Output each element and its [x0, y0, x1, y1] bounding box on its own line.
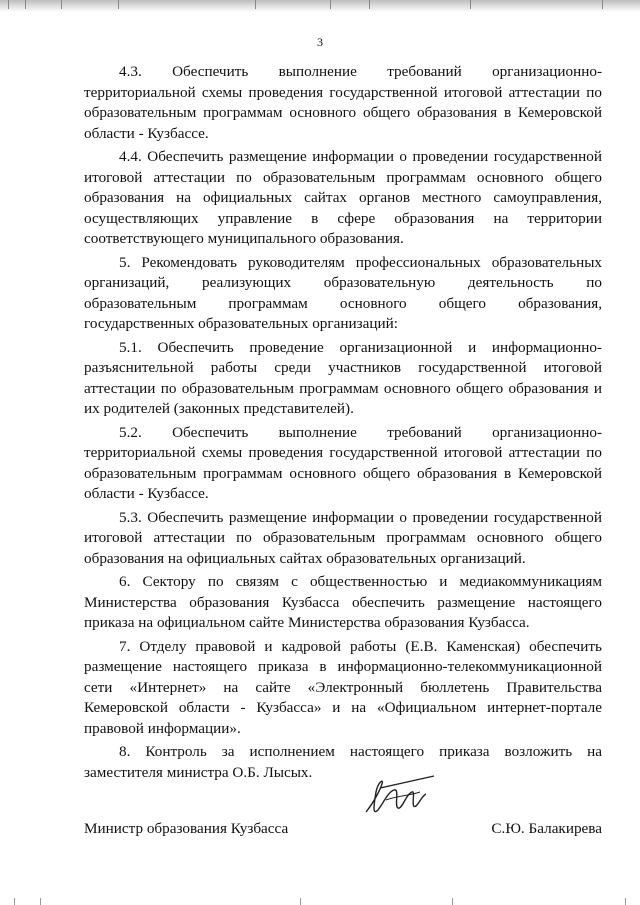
paragraph-4-3: 4.3. Обеспечить выполнение требований организационно-территориальной схемы проведения государственной итоговой аттестации по образовательным программам основного общего образования в Кемеровской области - Кузбассе. — [84, 63, 602, 142]
paragraph-6: 6. Сектору по связям с общественностью и медиакоммуникациям Министерства образования Кузбасса обеспечить размещение настоящего приказа на официальном сайте Министерства образования Кузбасса. — [84, 573, 602, 631]
scan-edge-bottom — [0, 897, 640, 905]
paragraph-8: 8. Контроль за исполнением настоящего приказа возложить на заместителя министра О.Б. Лысых. — [84, 743, 602, 781]
signatory-position: Министр образования Кузбасса — [84, 820, 289, 837]
paragraph-5-1: 5.1. Обеспечить проведение организационной и информационно-разъяснительной работы среди участников государственной итоговой аттестации по образовательным программам основного общего образования и их родителей (законных представителей). — [84, 338, 602, 417]
signatory-name: С.Ю. Балакирева — [491, 820, 602, 837]
scan-edge-top — [0, 0, 640, 12]
paragraph-7: 7. Отделу правовой и кадровой работы (Е.В. Каменская) обеспечить размещение настоящего приказа в информационно-телекоммуникационной сети «Интернет» на сайте «Электронный бюллетень Правительства Кемеровской области - Кузбасса» и на «Официальном интернет-портале правовой информации». — [84, 637, 602, 737]
paragraph-5: 5. Рекомендовать руководителям профессиональных образовательных организаций, реализующих образовательную деятельность по образовательным программам основного общего образования, государственных образовательных организаций: — [84, 253, 602, 332]
handwritten-signature-icon — [360, 772, 440, 829]
page-number: 3 — [317, 35, 323, 49]
document-body — [84, 62, 602, 786]
paragraph-5-3: 5.3. Обеспечить размещение информации о проведении государственной итоговой аттестации по образовательным программам основного общего образования на официальных сайтах образовательных организаций. — [84, 508, 602, 567]
paragraph-4-4: 4.4. Обеспечить размещение информации о проведении государственной итоговой аттестации по образовательным программам основного общего образования на официальных сайтах органов местного самоуправления, осуществляющих управление в сфере образования на территории соответствующего муниципального образования. — [84, 148, 602, 247]
paragraph-5-2: 5.2. Обеспечить выполнение требований организационно-территориальной схемы проведения государственной итоговой аттестации по образовательным программам основного общего образования в Кемеровской области - Кузбассе. — [84, 423, 602, 502]
